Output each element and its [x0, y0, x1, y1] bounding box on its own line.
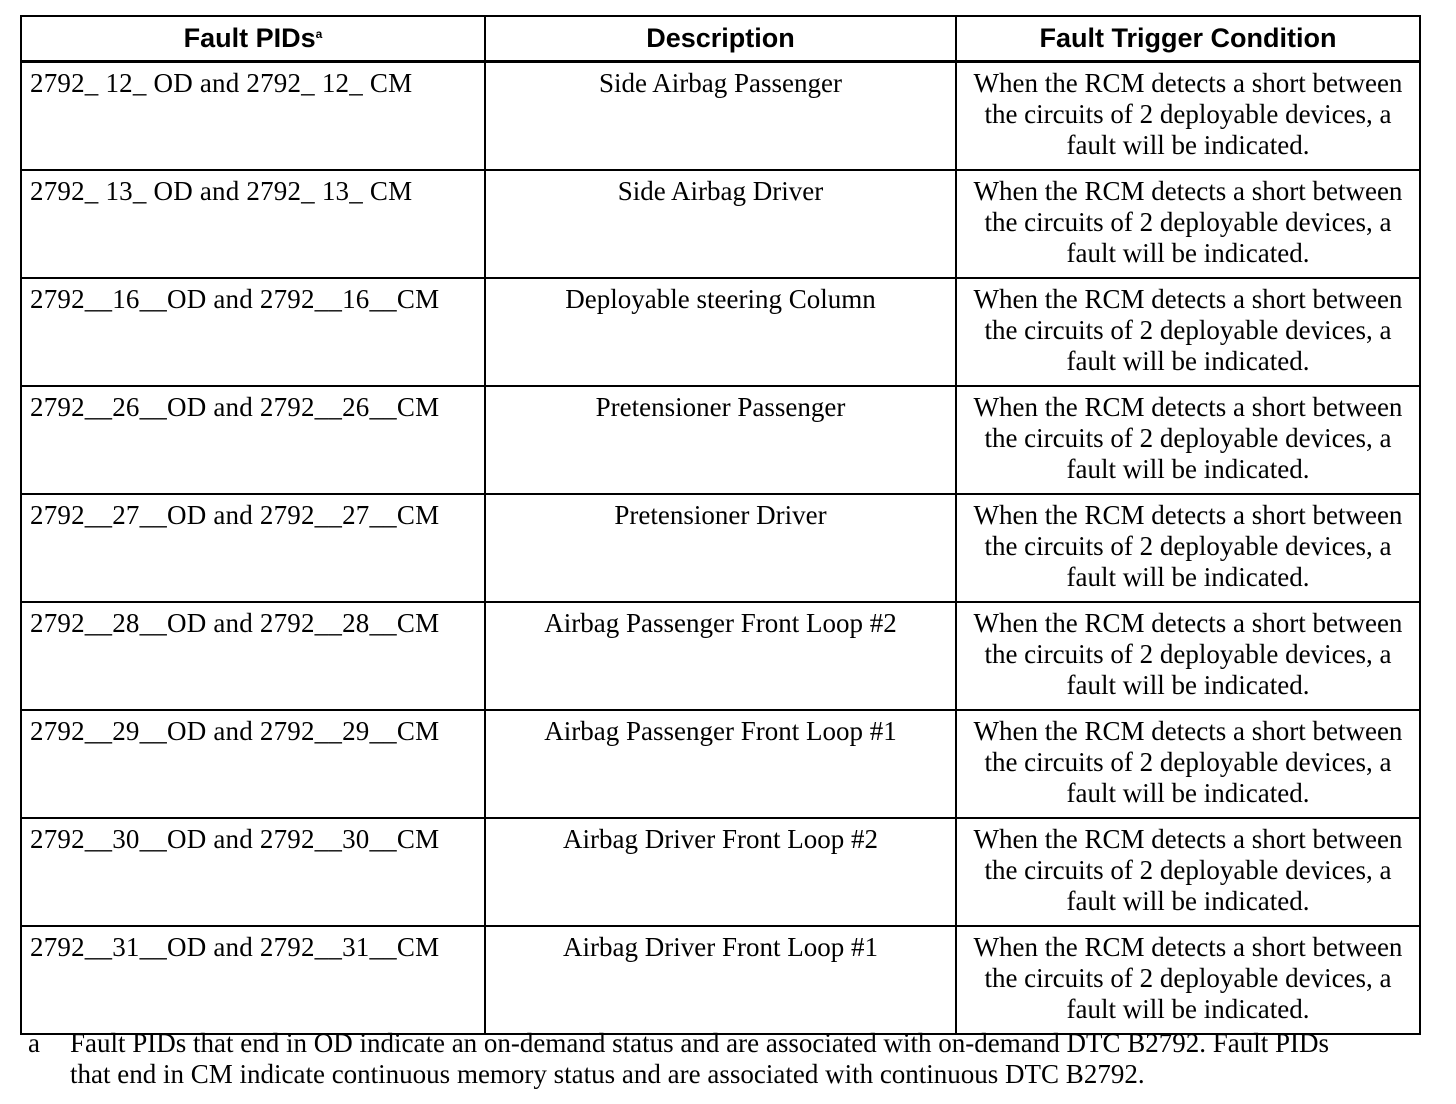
description-cell: Deployable steering Column	[485, 278, 956, 386]
header-description: Description	[485, 16, 956, 62]
description-cell: Airbag Passenger Front Loop #1	[485, 710, 956, 818]
footnote-text: Fault PIDs that end in OD indicate an on-demand status and are associated with on-demand DTC B2792. Fault PIDs that end in CM indicate continuous memory status and are associated with continuous DTC B2792.	[70, 1028, 1330, 1089]
header-fault-trigger-condition: Fault Trigger Condition	[956, 16, 1420, 62]
condition-cell: When the RCM detects a short between the circuits of 2 deployable devices, a fault will be indicated.	[956, 602, 1420, 710]
condition-cell: When the RCM detects a short between the circuits of 2 deployable devices, a fault will be indicated.	[956, 494, 1420, 602]
table-row	[21, 818, 1420, 926]
table-row	[21, 278, 1420, 386]
fault-pid-cell: 2792__30__OD and 2792__30__CM	[21, 818, 485, 926]
table-row	[21, 926, 1420, 1034]
table-row	[21, 494, 1420, 602]
fault-pid-table	[20, 15, 1421, 1035]
condition-cell: When the RCM detects a short between the circuits of 2 deployable devices, a fault will be indicated.	[956, 386, 1420, 494]
description-cell: Side Airbag Passenger	[485, 62, 956, 171]
table-header-row	[21, 16, 1420, 62]
description-cell: Airbag Passenger Front Loop #2	[485, 602, 956, 710]
footnote-mark: a	[28, 1028, 40, 1058]
fault-pid-cell: 2792_ 13_ OD and 2792_ 13_ CM	[21, 170, 485, 278]
fault-pid-cell: 2792__29__OD and 2792__29__CM	[21, 710, 485, 818]
condition-cell: When the RCM detects a short between the circuits of 2 deployable devices, a fault will be indicated.	[956, 278, 1420, 386]
description-cell: Pretensioner Passenger	[485, 386, 956, 494]
table-row	[21, 386, 1420, 494]
table-row	[21, 170, 1420, 278]
fault-pid-cell: 2792_ 12_ OD and 2792_ 12_ CM	[21, 62, 485, 171]
footnote-reference: a	[315, 27, 323, 41]
header-fault-pids-label: Fault PIDs	[183, 23, 316, 53]
fault-pid-cell: 2792__26__OD and 2792__26__CM	[21, 386, 485, 494]
table-row	[21, 602, 1420, 710]
header-fault-pids	[21, 16, 485, 62]
description-cell: Pretensioner Driver	[485, 494, 956, 602]
description-cell: Side Airbag Driver	[485, 170, 956, 278]
fault-pid-cell: 2792__31__OD and 2792__31__CM	[21, 926, 485, 1034]
condition-cell: When the RCM detects a short between the circuits of 2 deployable devices, a fault will be indicated.	[956, 62, 1420, 171]
condition-cell: When the RCM detects a short between the circuits of 2 deployable devices, a fault will be indicated.	[956, 710, 1420, 818]
condition-cell: When the RCM detects a short between the circuits of 2 deployable devices, a fault will be indicated.	[956, 170, 1420, 278]
description-cell: Airbag Driver Front Loop #1	[485, 926, 956, 1034]
fault-pid-cell: 2792__28__OD and 2792__28__CM	[21, 602, 485, 710]
table-row	[21, 710, 1420, 818]
condition-cell: When the RCM detects a short between the circuits of 2 deployable devices, a fault will be indicated.	[956, 818, 1420, 926]
description-cell: Airbag Driver Front Loop #2	[485, 818, 956, 926]
table-footnote	[28, 1028, 1368, 1090]
fault-pid-cell: 2792__16__OD and 2792__16__CM	[21, 278, 485, 386]
condition-cell: When the RCM detects a short between the circuits of 2 deployable devices, a fault will be indicated.	[956, 926, 1420, 1034]
table-row	[21, 62, 1420, 171]
fault-pid-cell: 2792__27__OD and 2792__27__CM	[21, 494, 485, 602]
